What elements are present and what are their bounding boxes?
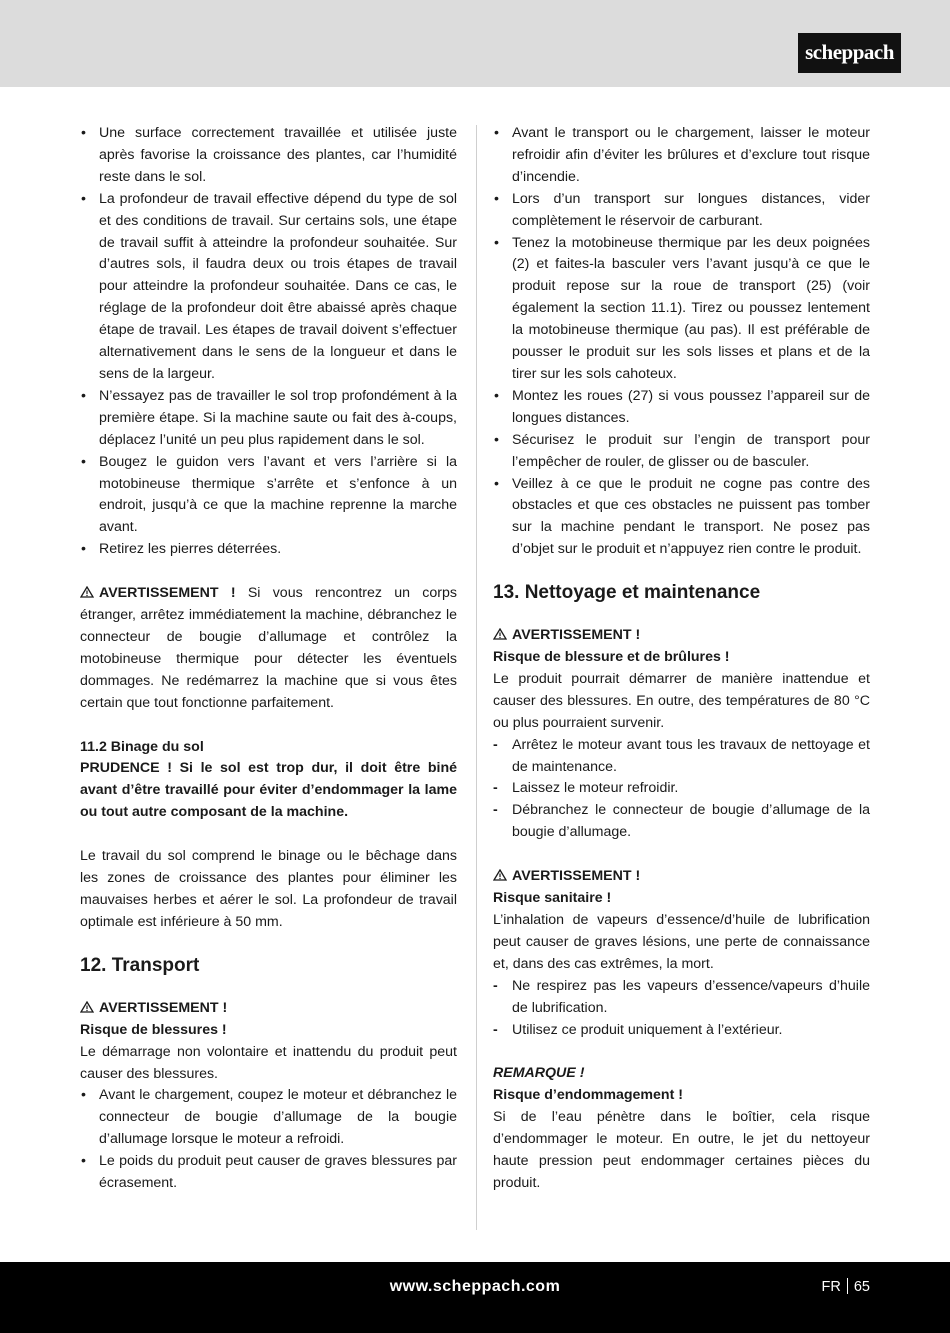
list-item: • Sécurisez le produit sur l’engin de transport pour l’empêcher de rouler, de glisser ou de basculer. bbox=[494, 431, 870, 470]
list-item: - Laissez le moteur refroidir. bbox=[493, 780, 679, 797]
health-warning-text: L’inhalation de vapeurs d’essence/d’huile de lubrification peut causer de graves lésions, une perte de connaissance et, dans des cas extrêmes, la mort. bbox=[493, 912, 870, 972]
note-text: Si de l’eau pénètre dans le boîtier, cela risque d’endommager le moteur. En outre, le jet du nettoyeur haute pression peut endommager certaines pièces du produit. bbox=[493, 1109, 870, 1191]
list-item: - Ne respirez pas les vapeurs d’essence/vapeurs d’huile de lubrification. bbox=[493, 977, 870, 1016]
foreign-body-warning: AVERTISSEMENT ! Si vous rencontrez un corps étranger, arrêtez immédiatement la machine, débranchez le connecteur de bougie d’allumage et contrôlez la motobineuse thermique pour détecter les éventuels dommages. Ne redémarrez la machine que si vous êtes certain que tout fonctionne parfaitement. bbox=[80, 585, 457, 711]
section-12-heading: 12. Transport bbox=[80, 954, 200, 976]
burn-warning-text: Le produit pourrait démarrer de manière inattendue et causer des blessures. En outre, des températures de 80 °C ou plus pourraient survenir. bbox=[493, 670, 870, 731]
section-11-2-heading: 11.2 Binage du sol bbox=[80, 738, 204, 755]
note-label: REMARQUE ! bbox=[493, 1065, 585, 1082]
warning-label: AVERTISSEMENT ! bbox=[99, 585, 236, 602]
left-column bbox=[80, 123, 457, 1195]
health-warning-subtitle: Risque sanitaire ! bbox=[493, 890, 612, 907]
transport-warning-text: Le démarrage non volontaire et inattendu du produit peut causer des blessures. bbox=[80, 1043, 457, 1082]
list-item: • N’essayez pas de travailler le sol trop profondément à la première étape. Si la machine saute ou fait des à-coups, déplacez l’unité un peu plus rapidement dans le sol. bbox=[81, 387, 457, 448]
transport-warning-label: AVERTISSEMENT ! bbox=[80, 998, 457, 1020]
caution-text: PRUDENCE ! Si le sol est trop dur, il doit être biné avant d’être travaillé pour éviter d’endommager la lame ou tout autre composant de la machine. bbox=[80, 760, 457, 821]
right-column bbox=[493, 123, 870, 1195]
tilling-bullet-list bbox=[80, 123, 457, 561]
warning-triangle-icon bbox=[493, 628, 507, 640]
note-subtitle: Risque d’endommagement ! bbox=[493, 1087, 683, 1104]
page-indicator bbox=[822, 1277, 870, 1299]
transport-warning-subtitle: Risque de blessures ! bbox=[80, 1021, 227, 1038]
list-item: • Tenez la motobineuse thermique par les deux poignées (2) et faites-la basculer vers l’avant jusqu’à ce que le produit repose sur la roue de transport (25) (voir également la section 11.1). Tirez ou poussez lentement la motobineuse thermique (au pas). Il est préférable de pousser le produit sur les sols lisses et plans et de la tirer sur les sols cahoteux. bbox=[494, 234, 870, 382]
binage-paragraph: Le travail du sol comprend le binage ou le bêchage dans les zones de croissance des plantes pour éliminer les mauvaises herbes et aérer le sol. La profondeur de travail optimale est inférieure à 50 mm. bbox=[80, 848, 457, 930]
list-item: • Retirez les pierres déterrées. bbox=[81, 541, 282, 558]
transport-bullet-list bbox=[80, 1085, 457, 1195]
list-item: • Lors d’un transport sur longues distances, vider complètement le réservoir de carburant. bbox=[494, 190, 870, 229]
list-item: - Arrêtez le moteur avant tous les travaux de nettoyage et de maintenance. bbox=[493, 736, 870, 775]
language-code: FR bbox=[821, 1279, 841, 1295]
list-item: • Une surface correctement travaillée et utilisée juste après favorise la croissance des plantes, car l’humidité reste dans le sol. bbox=[81, 125, 457, 185]
list-item: • Avant le transport ou le chargement, laisser le moteur refroidir afin d’éviter les brûlures et d’exclure tout risque d’incendie. bbox=[494, 125, 870, 185]
column-divider bbox=[476, 125, 477, 1230]
warning-triangle-icon bbox=[80, 1001, 94, 1013]
website-link[interactable]: www.scheppach.com bbox=[389, 1278, 561, 1295]
transport-steps-list bbox=[493, 123, 870, 561]
health-warning-label: AVERTISSEMENT ! bbox=[493, 866, 870, 888]
list-item: • Montez les roues (27) si vous poussez l’appareil sur de longues distances. bbox=[494, 387, 870, 426]
warning-triangle-icon bbox=[80, 586, 94, 598]
health-dash-list bbox=[493, 976, 870, 1042]
list-item: • Avant le chargement, coupez le moteur et débranchez le connecteur de bougie d’allumage de la bougie d’allumage lorsque le moteur a refroidi. bbox=[81, 1087, 457, 1148]
list-item: - Débranchez le connecteur de bougie d’allumage de la bougie d’allumage. bbox=[493, 802, 870, 841]
list-item: • La profondeur de travail effective dépend du type de sol et des conditions de travail. Sur certains sols, une étape de travail suffit à atteindre la profondeur souhaitée. Sur d’autres sols, il faudra deux ou trois étapes de travail pour atteindre la profondeur souhaitée. Dans ce cas, le réglage de la profondeur doit être abaissé après chaque étape de travail. Les étapes de travail doivent s’effectuer alternativement dans le sens de la longueur et dans le sens de la largeur. bbox=[81, 190, 457, 382]
brand-logo: scheppach bbox=[798, 33, 901, 73]
burn-warning-label: AVERTISSEMENT ! bbox=[493, 625, 870, 647]
list-item: - Utilisez ce produit uniquement à l’extérieur. bbox=[493, 1021, 783, 1038]
maintenance-dash-list bbox=[493, 735, 870, 845]
list-item: • Veillez à ce que le produit ne cogne pas contre des obstacles et que ces obstacles ne puissent pas tomber sur la machine pendant le transport. Ne posez pas d’objet sur le produit et n’appuyez rien contre le produit. bbox=[494, 475, 870, 558]
list-item: • Bougez le guidon vers l’avant et vers l’arrière si la motobineuse thermique s’arrête et s’enfonce à un endroit, jusqu’à ce que la machine reprenne la marche avant. bbox=[81, 453, 457, 536]
page-number: 65 bbox=[853, 1279, 870, 1295]
burn-warning-subtitle: Risque de blessure et de brûlures ! bbox=[493, 649, 730, 666]
footer-bar bbox=[0, 1262, 950, 1333]
warning-triangle-icon bbox=[493, 869, 507, 881]
section-13-heading: 13. Nettoyage et maintenance bbox=[493, 582, 761, 604]
list-item: • Le poids du produit peut causer de graves blessures par écrasement. bbox=[81, 1153, 457, 1192]
